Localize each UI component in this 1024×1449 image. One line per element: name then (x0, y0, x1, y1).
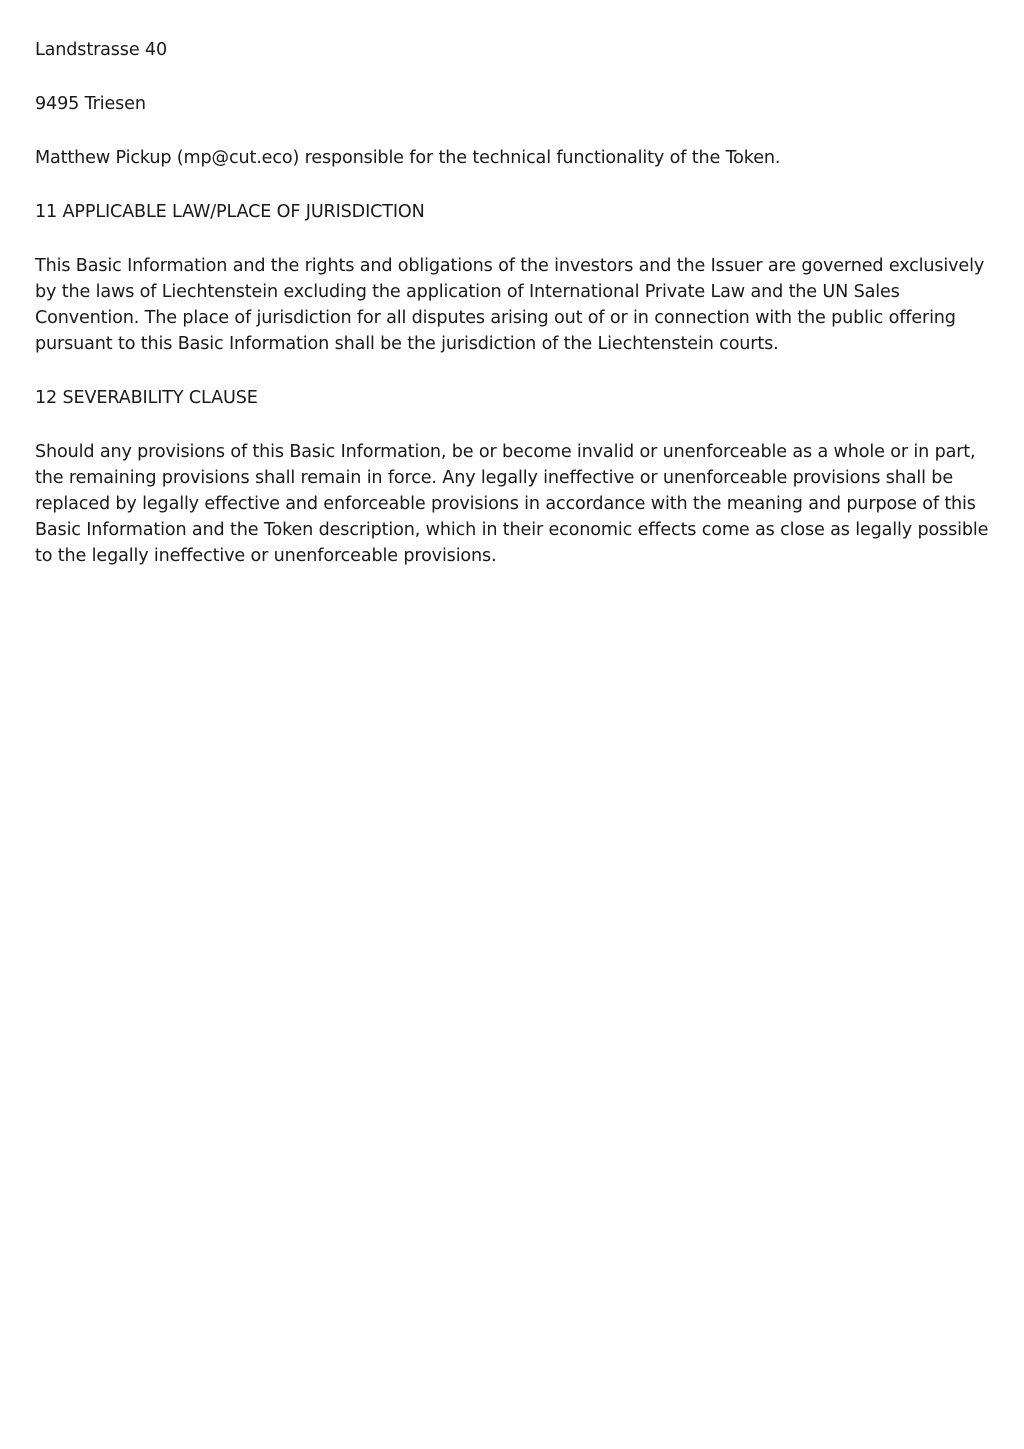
contact-line: Matthew Pickup (mp@cut.eco) responsible for the technical functionality of the Token. (35, 148, 781, 168)
document-page (35, 37, 990, 597)
address-city: 9495 Triesen (35, 94, 146, 114)
section-11-heading: 11 APPLICABLE LAW/PLACE OF JURISDICTION (35, 202, 425, 222)
section-12-body: Should any provisions of this Basic Information, be or become invalid or unenforceable as a whole or in part, the remaining provisions shall remain in force. Any legally ineffective or unenforceable provisions shall be replaced by legally effective and enforceable provisions in accordance with the meaning and purpose of this Basic Information and the Token description, which in their economic effects come as close as legally possible to the legally ineffective or unenforceable provisions. (35, 442, 989, 566)
section-12-heading: 12 SEVERABILITY CLAUSE (35, 388, 258, 408)
address-street: Landstrasse 40 (35, 40, 168, 60)
section-11-body: This Basic Information and the rights and obligations of the investors and the Issuer are governed exclusively by the laws of Liechtenstein excluding the application of International Private Law and the UN Sales Convention. The place of jurisdiction for all disputes arising out of or in connection with the public offering pursuant to this Basic Information shall be the jurisdiction of the Liechtenstein courts. (35, 256, 985, 354)
